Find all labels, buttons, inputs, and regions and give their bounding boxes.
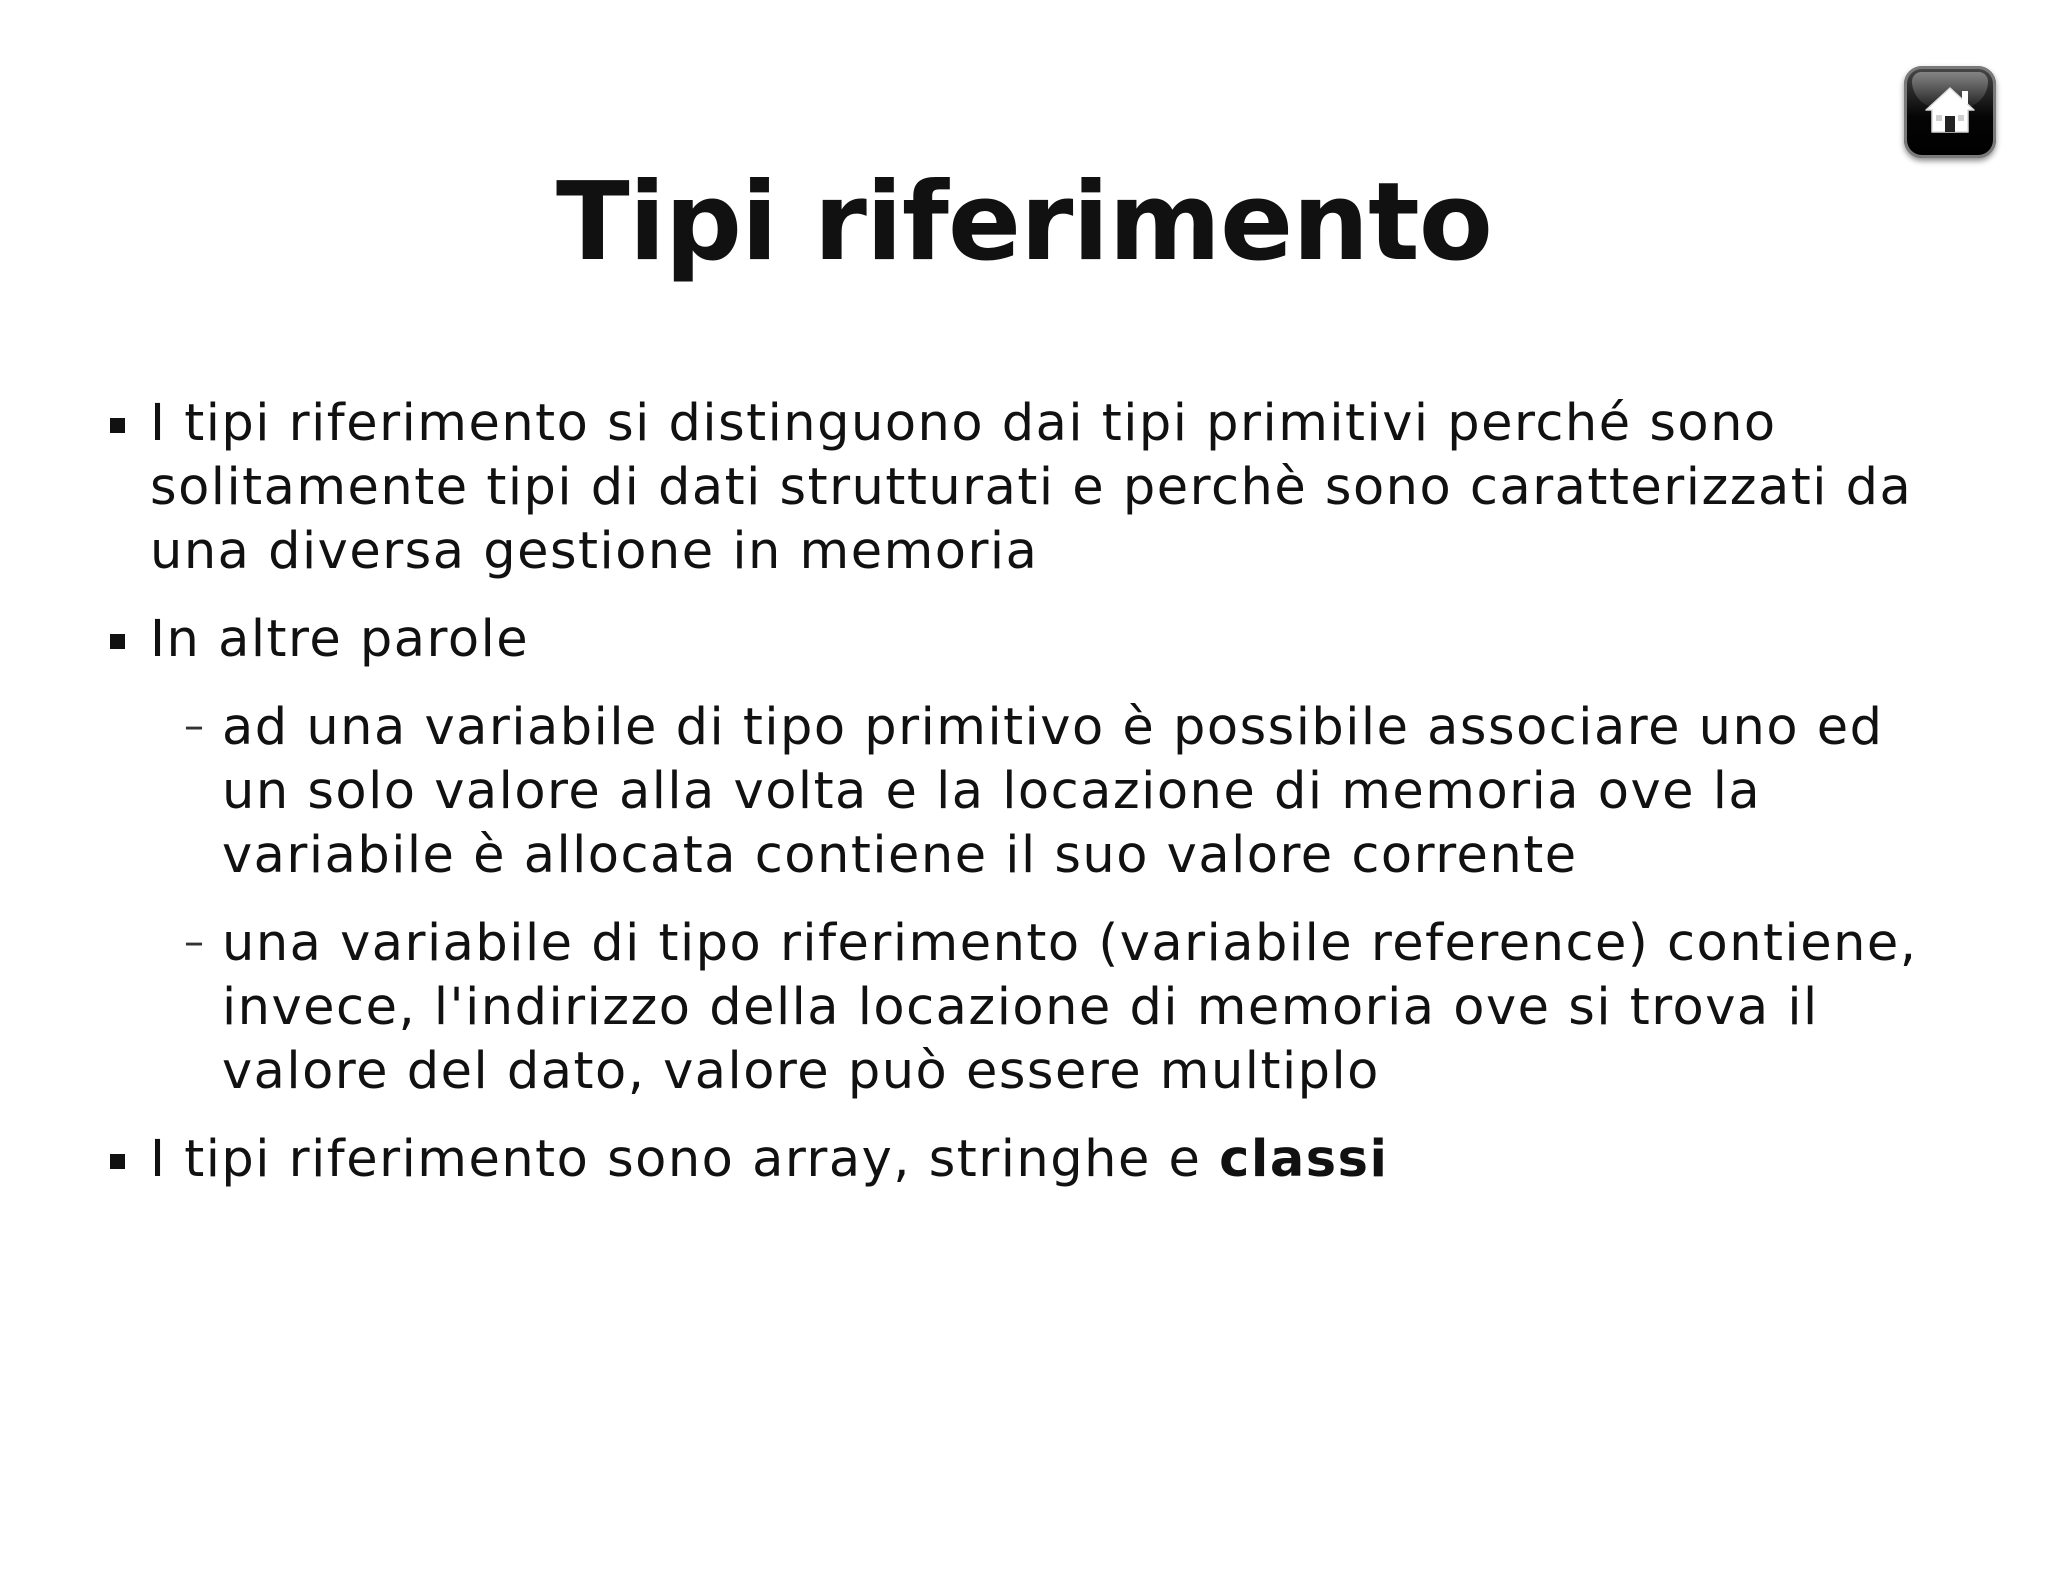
bullet-text-bold: classi	[1219, 1130, 1389, 1189]
home-icon	[1922, 82, 1978, 138]
square-bullet-icon	[110, 1154, 125, 1169]
sub-bullet-text: una variabile di tipo riferimento (variabile reference) contiene, invece, l'indirizzo della locazione di memoria ove si trova il valore del dato, valore può essere multiplo	[222, 914, 1918, 1101]
bullet-text	[150, 1130, 1388, 1189]
bullet-text-plain: I tipi riferimento sono array, stringhe e	[150, 1130, 1220, 1189]
bullet-item	[108, 1128, 1948, 1192]
bullet-item	[108, 608, 1948, 672]
home-button[interactable]	[1904, 66, 1996, 158]
sub-bullet-list	[108, 696, 1948, 1104]
sub-bullet-text: ad una variabile di tipo primitivo è possibile associare uno ed un solo valore alla volta e la locazione di memoria ove la variabile è allocata contiene il suo valore corrente	[222, 698, 1884, 885]
bullet-text: In altre parole	[150, 610, 530, 669]
bullet-list	[108, 392, 1948, 1216]
sub-bullet-item	[108, 912, 1948, 1104]
bullet-item	[108, 392, 1948, 584]
bullet-text: I tipi riferimento si distinguono dai tipi primitivi perché sono solitamente tipi di dati strutturati e perchè sono caratterizzati da una diversa gestione in memoria	[150, 394, 1913, 581]
square-bullet-icon	[110, 634, 125, 649]
sub-bullet-item	[108, 696, 1948, 888]
square-bullet-icon	[110, 418, 125, 433]
slide-title: Tipi riferimento	[556, 160, 1492, 285]
dash-bullet-icon: –	[184, 703, 206, 749]
dash-bullet-icon: –	[184, 919, 206, 965]
